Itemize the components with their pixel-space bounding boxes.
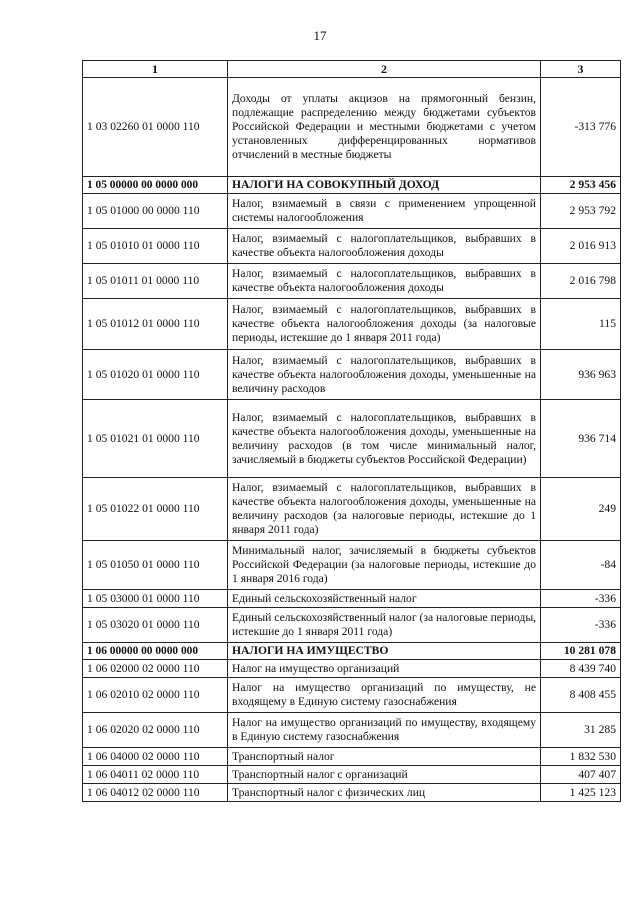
- table-row: [83, 784, 621, 802]
- amount-cell: 1 425 123: [541, 784, 621, 802]
- budget-code-cell: 1 05 01011 01 0000 110: [83, 264, 228, 299]
- table-header-row: [83, 61, 621, 78]
- revenue-name-cell: Налог на имущество организаций: [228, 660, 541, 678]
- budget-code-cell: 1 06 02010 02 0000 110: [83, 678, 228, 713]
- amount-cell: 8 439 740: [541, 660, 621, 678]
- table-row: [83, 350, 621, 400]
- revenue-name-cell: Налог, взимаемый с налогоплательщиков, выбравших в качестве объекта налогообложения доходы, уменьшенные на величину расходов: [228, 350, 541, 400]
- amount-cell: 1 832 530: [541, 748, 621, 766]
- table-row: [83, 748, 621, 766]
- budget-code-cell: 1 06 04012 02 0000 110: [83, 784, 228, 802]
- budget-code-cell: 1 06 04011 02 0000 110: [83, 766, 228, 784]
- revenue-name-cell: Налог, взимаемый с налогоплательщиков, выбравших в качестве объекта налогообложения доходы, уменьшенные на величину расходов (за налоговые периоды, истекшие до 1 января 2011 года): [228, 478, 541, 541]
- amount-cell: 2 953 792: [541, 194, 621, 229]
- table-row: [83, 643, 621, 660]
- table-row: [83, 541, 621, 590]
- table-row: [83, 660, 621, 678]
- budget-code-cell: 1 03 02260 01 0000 110: [83, 78, 228, 177]
- amount-cell: 936 963: [541, 350, 621, 400]
- budget-code-cell: 1 06 02020 02 0000 110: [83, 713, 228, 748]
- budget-code-cell: 1 05 03000 01 0000 110: [83, 590, 228, 608]
- revenue-name-cell: Транспортный налог: [228, 748, 541, 766]
- amount-cell: 2 953 456: [541, 177, 621, 194]
- table-row: [83, 608, 621, 643]
- revenue-name-cell: Налог, взимаемый с налогоплательщиков, выбравших в качестве объекта налогообложения доходы (за налоговые периоды, истекшие до 1 января 2011 года): [228, 299, 541, 350]
- table-row: [83, 590, 621, 608]
- amount-cell: -84: [541, 541, 621, 590]
- table-row: [83, 229, 621, 264]
- revenue-name-cell: Налог, взимаемый с налогоплательщиков, выбравших в качестве объекта налогообложения доходы: [228, 229, 541, 264]
- budget-code-cell: 1 06 00000 00 0000 000: [83, 643, 228, 660]
- revenue-name-cell: Транспортный налог с организаций: [228, 766, 541, 784]
- amount-cell: 115: [541, 299, 621, 350]
- budget-code-cell: 1 05 03020 01 0000 110: [83, 608, 228, 643]
- table-row: [83, 264, 621, 299]
- revenue-name-cell: НАЛОГИ НА СОВОКУПНЫЙ ДОХОД: [228, 177, 541, 194]
- revenue-name-cell: Единый сельскохозяйственный налог (за налоговые периоды, истекшие до 1 января 2011 года): [228, 608, 541, 643]
- table-row: [83, 678, 621, 713]
- table-row: [83, 713, 621, 748]
- column-header-amount: 3: [541, 61, 621, 78]
- amount-cell: 936 714: [541, 400, 621, 478]
- budget-code-cell: 1 05 01050 01 0000 110: [83, 541, 228, 590]
- revenue-name-cell: Единый сельскохозяйственный налог: [228, 590, 541, 608]
- table-body: [83, 78, 621, 802]
- budget-code-cell: 1 05 01010 01 0000 110: [83, 229, 228, 264]
- budget-code-cell: 1 05 01012 01 0000 110: [83, 299, 228, 350]
- amount-cell: 8 408 455: [541, 678, 621, 713]
- budget-revenue-table: [82, 60, 621, 802]
- budget-code-cell: 1 05 01020 01 0000 110: [83, 350, 228, 400]
- revenue-name-cell: НАЛОГИ НА ИМУЩЕСТВО: [228, 643, 541, 660]
- table-row: [83, 400, 621, 478]
- amount-cell: 2 016 913: [541, 229, 621, 264]
- budget-code-cell: 1 05 01000 00 0000 110: [83, 194, 228, 229]
- revenue-name-cell: Налог, взимаемый в связи с применением упрощенной системы налогообложения: [228, 194, 541, 229]
- amount-cell: -336: [541, 590, 621, 608]
- column-header-code: 1: [83, 61, 228, 78]
- column-header-name: 2: [228, 61, 541, 78]
- table-row: [83, 478, 621, 541]
- table-row: [83, 194, 621, 229]
- table-row: [83, 177, 621, 194]
- revenue-name-cell: Минимальный налог, зачисляемый в бюджеты субъектов Российской Федерации (за налоговые периоды, истекшие до 1 января 2016 года): [228, 541, 541, 590]
- table-row: [83, 299, 621, 350]
- table-row: [83, 766, 621, 784]
- revenue-name-cell: Налог на имущество организаций по имуществу, не входящему в Единую систему газоснабжения: [228, 678, 541, 713]
- budget-code-cell: 1 05 00000 00 0000 000: [83, 177, 228, 194]
- revenue-name-cell: Налог, взимаемый с налогоплательщиков, выбравших в качестве объекта налогообложения доходы, уменьшенные на величину расходов (в том числе минимальный налог, зачисляемый в бюджеты субъектов Российской Федерации): [228, 400, 541, 478]
- page-number: 17: [313, 28, 327, 43]
- revenue-name-cell: Доходы от уплаты акцизов на прямогонный бензин, подлежащие распределению между бюджетами субъектов Российской Федерации и местными бюджетами с учетом установленных дифференцированных нормативов отчислений в местные бюджеты: [228, 78, 541, 177]
- amount-cell: 2 016 798: [541, 264, 621, 299]
- amount-cell: -313 776: [541, 78, 621, 177]
- amount-cell: -336: [541, 608, 621, 643]
- amount-cell: 249: [541, 478, 621, 541]
- amount-cell: 31 285: [541, 713, 621, 748]
- table-row: [83, 78, 621, 177]
- amount-cell: 10 281 078: [541, 643, 621, 660]
- budget-code-cell: 1 06 04000 02 0000 110: [83, 748, 228, 766]
- budget-code-cell: 1 05 01021 01 0000 110: [83, 400, 228, 478]
- budget-code-cell: 1 05 01022 01 0000 110: [83, 478, 228, 541]
- revenue-name-cell: Налог на имущество организаций по имуществу, входящему в Единую систему газоснабжения: [228, 713, 541, 748]
- amount-cell: 407 407: [541, 766, 621, 784]
- revenue-name-cell: Транспортный налог с физических лиц: [228, 784, 541, 802]
- budget-code-cell: 1 06 02000 02 0000 110: [83, 660, 228, 678]
- revenue-name-cell: Налог, взимаемый с налогоплательщиков, выбравших в качестве объекта налогообложения доходы: [228, 264, 541, 299]
